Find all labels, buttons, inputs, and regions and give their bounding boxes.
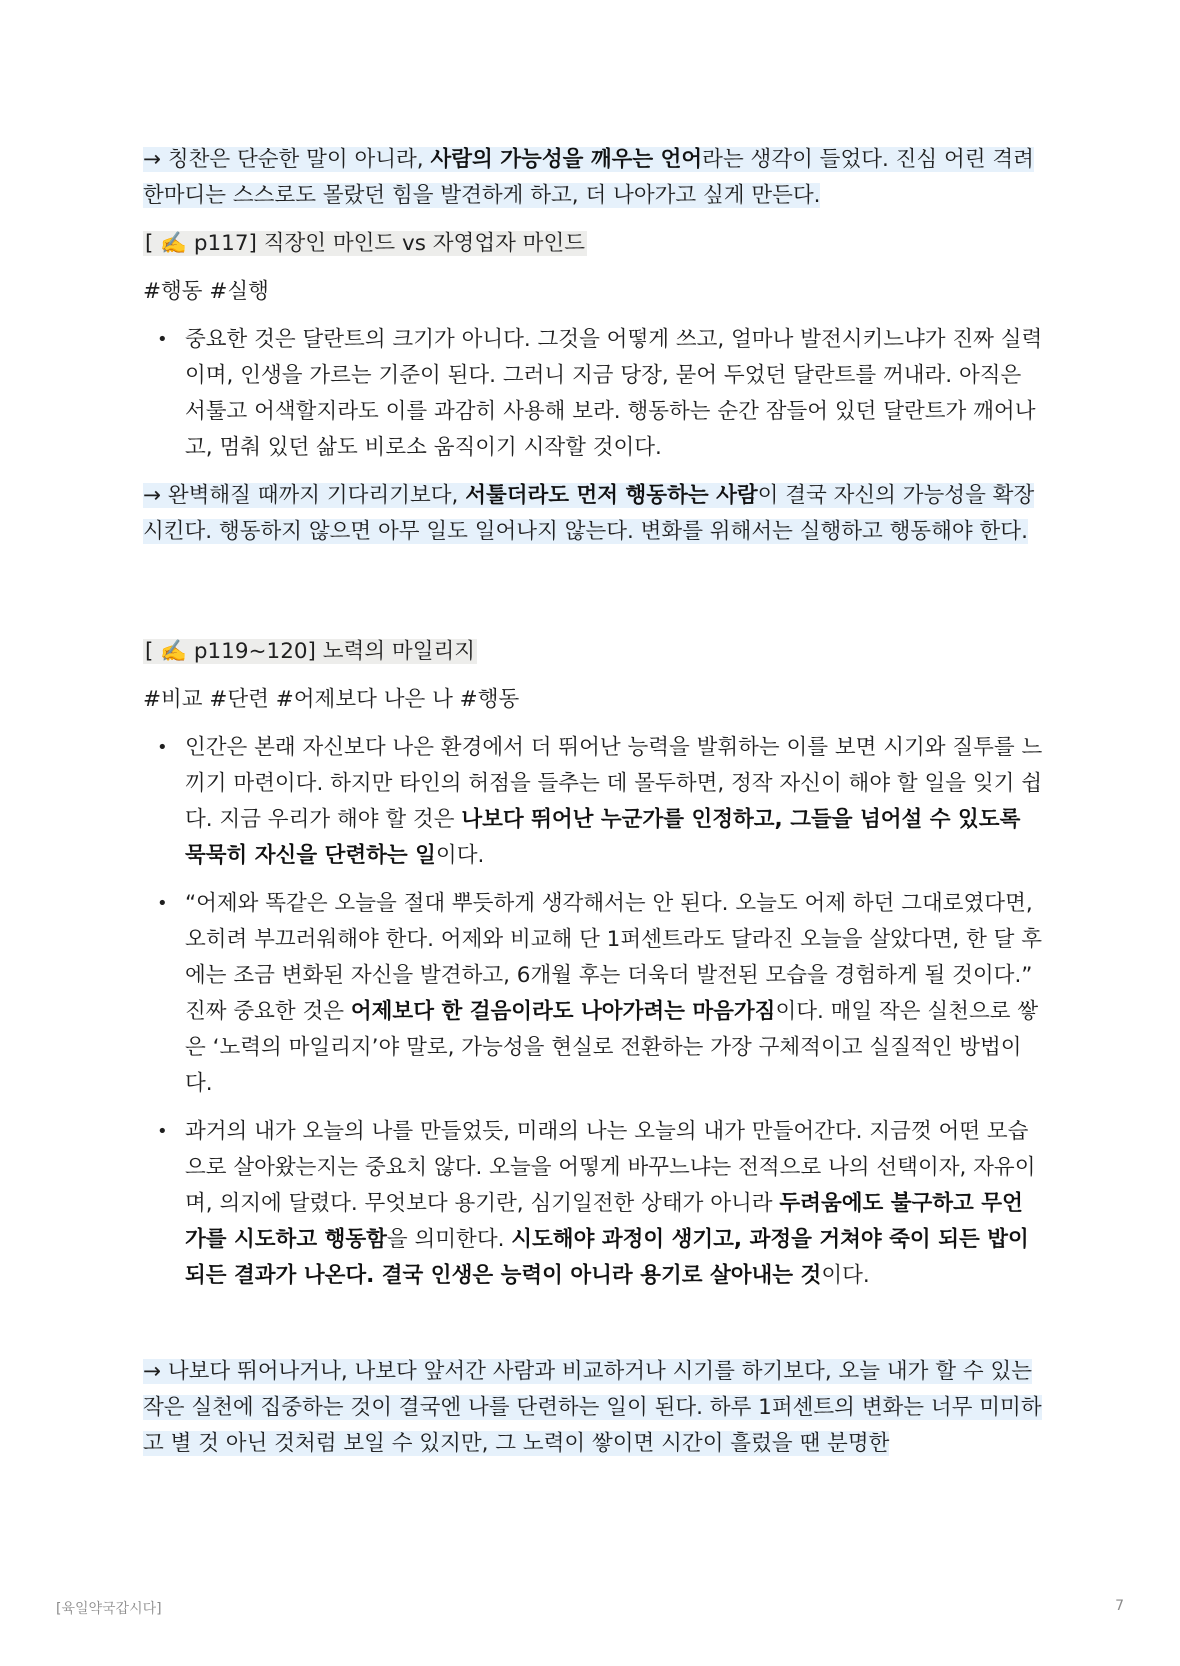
section-heading-p117: [ ✍️ p117] 직장인 마인드 vs 자영업자 마인드 — [145, 231, 585, 256]
list-item: • 중요한 것은 달란트의 크기가 아니다. 그것을 어떻게 쓰고, 얼마나 발전시키느냐가 진짜 실력이며, 인생을 가르는 기준이 된다. 그러니 지금 당장, 묻어 두었던 달란트를 꺼내라. 아직은 서툴고 어색할지라도 이를 과감히 사용해 보라. 행동하는 순간 잠들어 있던 달란트가 깨어나고, 멈춰 있던 삶도 비로소 움직이기 시작할 것이다. — [143, 322, 1043, 466]
section-heading-p119: [ ✍️ p119~120] 노력의 마일리지 — [145, 639, 476, 664]
page-number: 7 — [1115, 1598, 1124, 1614]
reflection-note-3: → 나보다 뛰어나거나, 나보다 앞서간 사람과 비교하거나 시기를 하기보다, 오늘 내가 할 수 있는 작은 실천에 집중하는 것이 결국엔 나를 단련하는 일이 된다. 하루 1퍼센트의 변화는 너무 미미하고 별 것 아닌 것처럼 보일 수 있지만, 그 노력이 쌓이면 시간이 흘렀을 땐 분명한 — [143, 1359, 1042, 1456]
list-item: • “어제와 똑같은 오늘을 절대 뿌듯하게 생각해서는 안 된다. 오늘도 어제 하던 그대로였다면, 오히려 부끄러워해야 한다. 어제와 비교해 단 1퍼센트라도 달라진 오늘을 살았다면, 한 달 후에는 조금 변화된 자신을 발견하고, 6개월 후는 더욱더 발전된 모습을 경험하게 될 것이다.” 진짜 중요한 것은 어제보다 한 걸음이라도 나아가려는 마음가짐이다. 매일 작은 실천으로 쌓은 ‘노력의 마일리지’야 말로, 가능성을 현실로 전환하는 가장 구체적이고 실질적인 방법이다. — [143, 886, 1043, 1102]
footer-title: [육일약국갑시다] — [56, 1601, 162, 1617]
page-content — [143, 142, 1043, 1462]
bullet-icon: • — [157, 893, 168, 914]
bullet-list-p119 — [143, 730, 1043, 1294]
bullet-icon: • — [157, 1121, 168, 1142]
list-item: • 인간은 본래 자신보다 나은 환경에서 더 뛰어난 능력을 발휘하는 이를 보면 시기와 질투를 느끼기 마련이다. 하지만 타인의 허점을 들추는 데 몰두하면, 정작 자신이 해야 할 일을 잊기 쉽다. 지금 우리가 해야 할 것은 나보다 뛰어난 누군가를 인정하고, 그들을 넘어설 수 있도록 묵묵히 자신을 단련하는 일이다. — [143, 730, 1043, 874]
spacer — [143, 550, 1043, 622]
reflection-note-2: → 완벽해질 때까지 기다리기보다, 서툴더라도 먼저 행동하는 사람이 결국 자신의 가능성을 확장시킨다. 행동하지 않으면 아무 일도 일어나지 않는다. 변화를 위해서는 실행하고 행동해야 한다. — [143, 483, 1035, 544]
section-tags-p117: #행동 #실행 — [143, 279, 269, 304]
list-item: • 과거의 내가 오늘의 나를 만들었듯, 미래의 나는 오늘의 내가 만들어간다. 지금껏 어떤 모습으로 살아왔는지는 중요치 않다. 오늘을 어떻게 바꾸느냐는 전적으로 나의 선택이자, 자유이며, 의지에 달렸다. 무엇보다 용기란, 심기일전한 상태가 아니라 두려움에도 불구하고 무언가를 시도하고 행동함을 의미한다. 시도해야 과정이 생기고, 과정을 거쳐야 죽이 되든 밥이 되든 결과가 나온다. 결국 인생은 능력이 아니라 용기로 살아내는 것이다. — [143, 1114, 1043, 1294]
bullet-list-p117 — [143, 322, 1043, 466]
bullet-icon: • — [157, 329, 168, 350]
bullet-icon: • — [157, 737, 168, 758]
section-tags-p119: #비교 #단련 #어제보다 나은 나 #행동 — [143, 687, 520, 712]
reflection-note-1: → 칭찬은 단순한 말이 아니라, 사람의 가능성을 깨우는 언어라는 생각이 들었다. 진심 어린 격려 한마디는 스스로도 몰랐던 힘을 발견하게 하고, 더 나아가고 싶게 만든다. — [143, 147, 1034, 208]
spacer — [143, 1306, 1043, 1354]
